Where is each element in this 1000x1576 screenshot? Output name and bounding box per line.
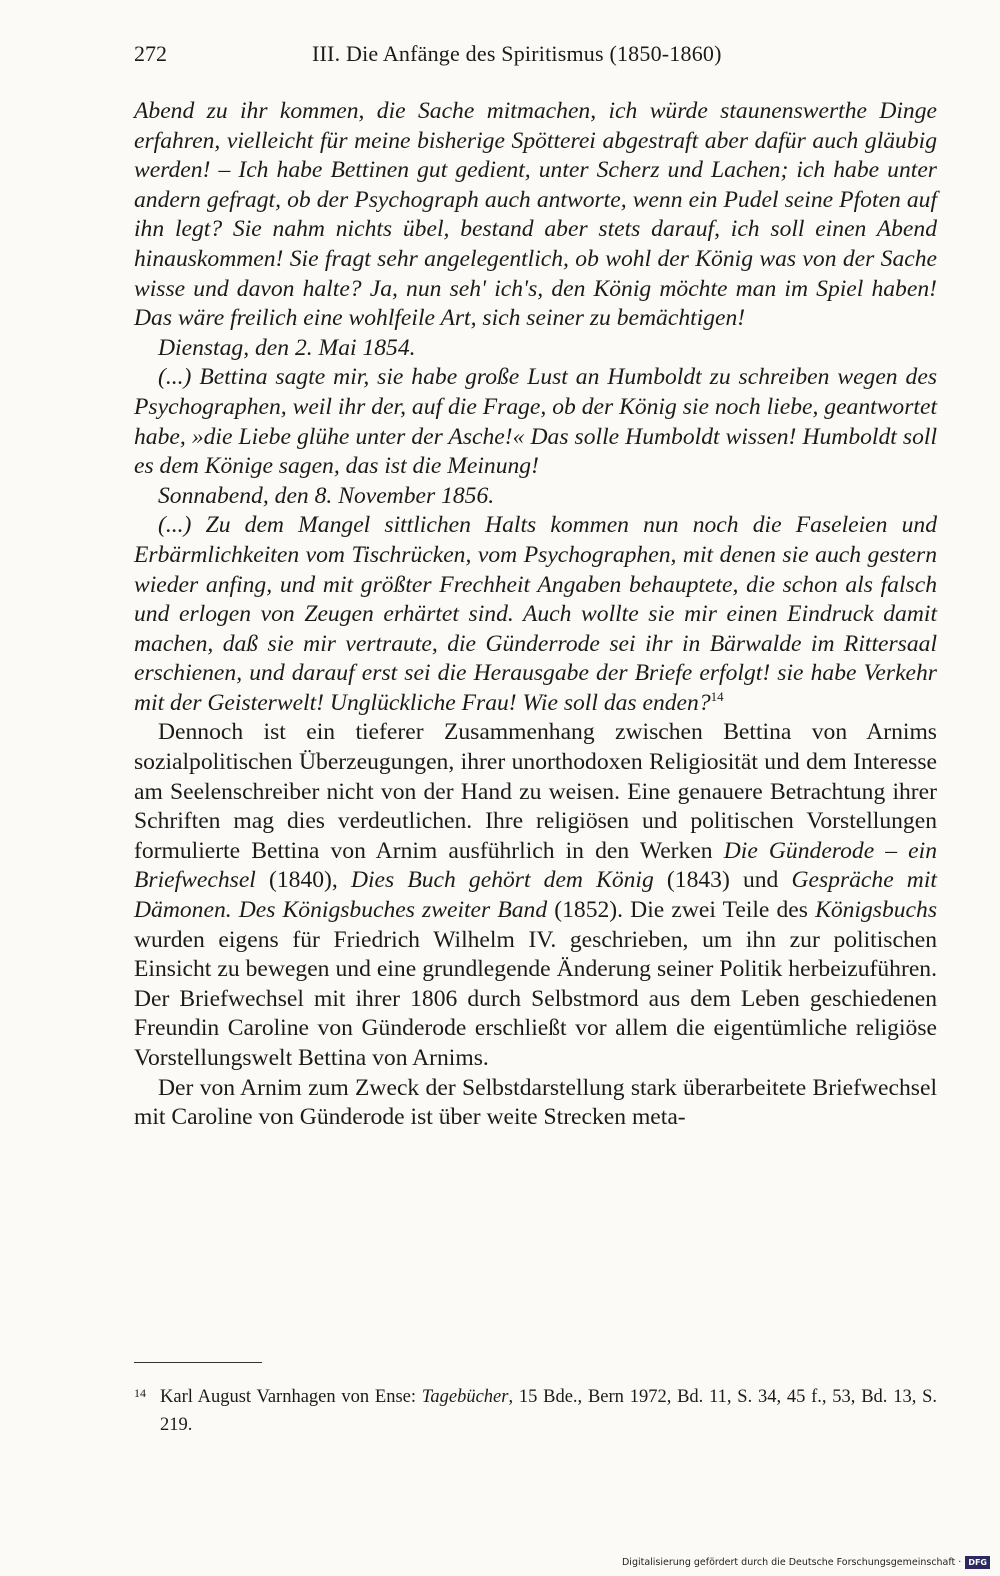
work-title: Dies Buch gehört dem König <box>350 867 654 894</box>
work-title: Die Günderode – ein Briefwechsel <box>134 837 937 894</box>
body-paragraph: Der von Arnim zum Zweck der Selbstdarstellung stark überarbeitete Briefwechsel mit Caroline von Günderode ist über weite Strecken meta- <box>134 1074 937 1131</box>
paragraph-text: Dennoch ist ein tieferer Zusammenhang zwischen Bettina von Arnims sozialpolitischen Überzeugungen, ihrer unorthodoxen Religiosität und dem Interesse am Seelenschreiber nicht von der Hand zu weisen. Eine genauere Betrachtung ihrer Schriften mag dies verdeutlichen. Ihre religiösen und politischen Vorstellungen formulierte Bettina von Arnim ausführlich in den Werken <box>134 719 937 864</box>
footnote-author: Karl August Varnhagen von Ense: <box>160 1387 422 1407</box>
quote-text: (...) Zu dem Mangel sittlichen Halts kommen nun noch die Faseleien und Erbärmlichkeiten vom Tischrücken, vom Psychographen, mit denen sie auch gestern wieder anfing, und mit größter Frechheit Angaben behauptete, die schon als falsch und erlogen von Zeugen erhärtet sind. Auch wollte sie mir einen Eindruck damit machen, daß sie mir vertraute, die Günderrode sei ihr in Bärwalde im Rittersaal erschienen, und darauf erst sei die Herausgabe der Briefe erfolgt! sie habe Verkehr mit der Geisterwelt! Unglückliche Frau! Wie soll das enden? <box>134 512 937 716</box>
diary-date: Dienstag, den 2. Mai 1854. <box>158 334 416 361</box>
quote-paragraph: (...) Bettina sagte mir, sie habe große Lust an Humboldt zu schreiben wegen des Psychographen, weil ihr der, auf die Frage, ob der König sie noch liebe, geantwortet habe, »die Liebe glühe unter der Asche!« Das solle Humboldt wissen! Humboldt soll es dem Könige sagen, das ist die Meinung! <box>134 364 937 480</box>
paragraph-text: (1843) und <box>653 867 792 894</box>
quote-paragraph <box>134 511 937 718</box>
diary-date: Sonnabend, den 8. November 1856. <box>158 482 495 509</box>
footnote-divider <box>134 1362 262 1363</box>
footnote-details: , 15 Bde., Bern 1972, Bd. 11, S. 34, 45 f., 53, Bd. 13, S. 219. <box>160 1387 937 1435</box>
body-text <box>134 97 937 1133</box>
footnote-reference: 14 <box>710 688 724 704</box>
footnote-text <box>134 1383 937 1439</box>
running-title: III. Die Anfänge des Spiritismus (1850-1860) <box>312 41 722 66</box>
paragraph-text: (1840), <box>255 867 351 894</box>
funding-banner <box>622 1555 990 1569</box>
dfg-logo-icon: DFG <box>965 1556 990 1569</box>
footnote-number: 14 <box>134 1386 146 1400</box>
paragraph-text: wurden eigens für Friedrich Wilhelm IV. geschrieben, um ihn zur politischen Einsicht zu bewegen und eine grundlegende Änderung seiner Politik herbeizuführen. Der Briefwechsel mit ihrer 1806 durch Selbstmord aus dem Leben geschiedenen Freundin Caroline von Günderode erschließt vor allem die eigentümliche religiöse Vorstellungswelt Bettina von Arnims. <box>134 926 937 1071</box>
paragraph-text: (1852). Die zwei Teile des <box>547 897 816 924</box>
footnote <box>134 1383 937 1439</box>
page-header <box>134 38 937 70</box>
footnote-work: Tagebücher <box>421 1387 509 1407</box>
body-paragraph <box>134 718 937 1073</box>
funding-text: Digitalisierung gefördert durch die Deutsche Forschungsgemeinschaft · <box>621 1556 962 1568</box>
page-number: 272 <box>134 41 167 66</box>
work-title: Gespräche mit Dämonen. Des Königsbuches zweiter Band <box>134 867 937 924</box>
quote-paragraph: Abend zu ihr kommen, die Sache mitmachen, ich würde staunenswerthe Dinge erfahren, vielleicht für meine bisherige Spötterei abgestraft aber dafür auch gläubig werden! – Ich habe Bettinen gut gedient, unter Scherz und Lachen; ich habe unter andern gefragt, ob der Psychograph auch antworte, wenn ein Pudel seine Pfoten auf ihn legt? Sie nahm nichts übel, bestand aber stets darauf, ich soll einen Abend hinauskommen! Sie fragt sehr angelegentlich, ob wohl der König was von der Sache wisse und davon halte? Ja, nun seh' ich's, den König möchte man im Spiel haben! Das wäre freilich eine wohlfeile Art, sich seiner zu bemächtigen! <box>134 98 937 332</box>
work-title: Königsbuchs <box>815 897 938 924</box>
